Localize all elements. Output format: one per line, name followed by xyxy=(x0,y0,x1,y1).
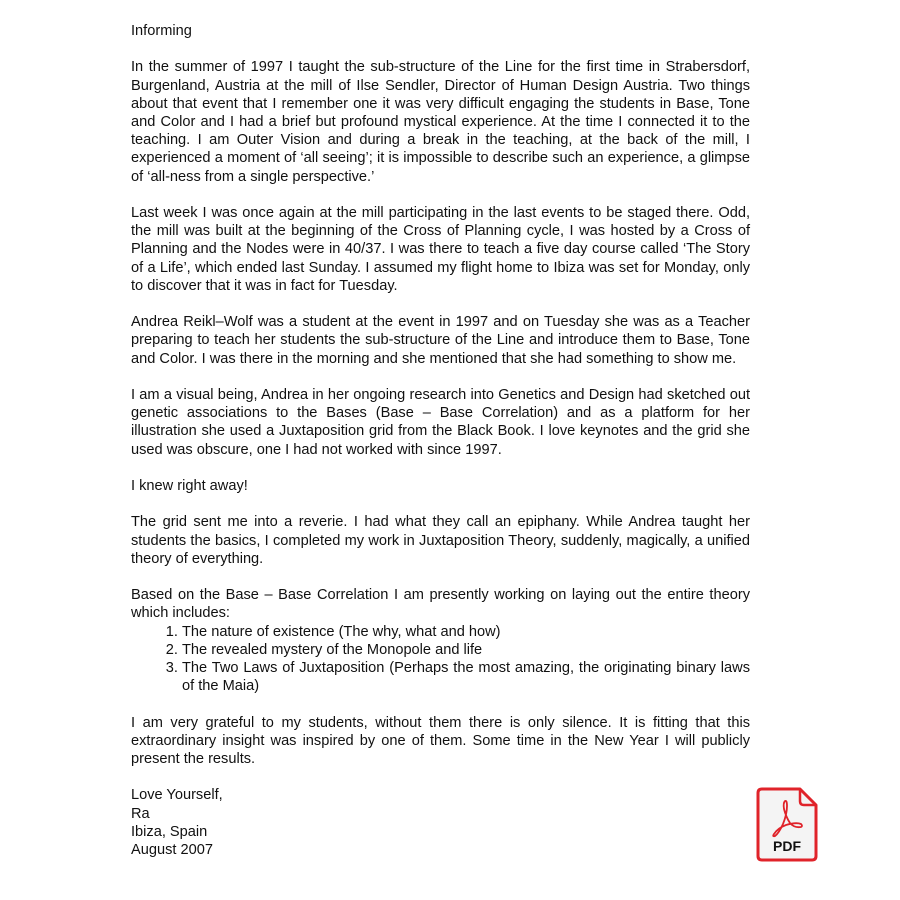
paragraph-1: In the summer of 1997 I taught the sub-structure of the Line for the first time in Strabersdorf, Burgenland, Austria at the mill of Ilse Sendler, Director of Human Design Austria. Two things about that event that I remember one it was very difficult engaging the students in Base, Tone and Color and I had a brief but profound mystical experience. At the time I connected it to the teaching. I am Outer Vision and during a break in the teaching, at the back of the mill, I experienced a moment of ‘all seeing’; it is impossible to describe such an experience, a glimpse of ‘all-ness from a single perspective.’ xyxy=(131,59,750,185)
paragraph-3: Andrea Reikl–Wolf was a student at the event in 1997 and on Tuesday she was as a Teacher preparing to teach her students the sub-structure of the Line and introduce them to Base, Tone and Color. I was there in the morning and she mentioned that she had something to show me. xyxy=(131,314,750,367)
signature-date: August 2007 xyxy=(131,842,213,858)
pdf-label: PDF xyxy=(773,838,801,854)
signature-salutation: Love Yourself, xyxy=(131,787,223,804)
document-page xyxy=(131,22,750,859)
signature-block xyxy=(131,786,750,859)
paragraph-6: The grid sent me into a reverie. I had what they call an epiphany. While Andrea taught her students the basics, I completed my work in Juxtaposition Theory, suddenly, magically, a unified theory of everything. xyxy=(131,514,750,567)
signature-location: Ibiza, Spain xyxy=(131,823,208,840)
list-item: 1. The nature of existence (The why, what and how) xyxy=(182,623,750,641)
theory-list xyxy=(131,623,750,696)
paragraph-4: I am a visual being, Andrea in her ongoing research into Genetics and Design had sketched out genetic associations to the Bases (Base – Base Correlation) and as a platform for her illustration she used a Juxtaposition grid from the Black Book. I love keynotes and the grid she used was obscure, one I had not worked with since 1997. xyxy=(131,387,750,458)
list-item: 3. The Two Laws of Juxtaposition (Perhaps the most amazing, the originating binary laws of the Maia) xyxy=(182,659,750,695)
paragraph-5: I knew right away! xyxy=(131,478,248,494)
paragraph-2: Last week I was once again at the mill participating in the last events to be staged there. Odd, the mill was built at the beginning of the Cross of Planning cycle, I was hosted by a Cross of Planning and the Nodes were in 40/37. I was there to teach a five day course called ‘The Story of a Life’, which ended last Sunday. I assumed my flight home to Ibiza was set for Monday, only to discover that it was in fact for Tuesday. xyxy=(131,205,750,294)
pdf-file-icon xyxy=(756,787,818,862)
paragraph-7: Based on the Base – Base Correlation I am presently working on laying out the entire theory which includes: xyxy=(131,587,750,622)
signature-name: Ra xyxy=(131,805,150,822)
closing-paragraph: I am very grateful to my students, without them there is only silence. It is fitting that this extraordinary insight was inspired by one of them. Some time in the New Year I will publicly present the results. xyxy=(131,714,750,767)
list-item: 2. The revealed mystery of the Monopole and life xyxy=(182,641,750,659)
pdf-download-button[interactable] xyxy=(756,787,818,862)
document-title: Informing xyxy=(131,23,192,39)
